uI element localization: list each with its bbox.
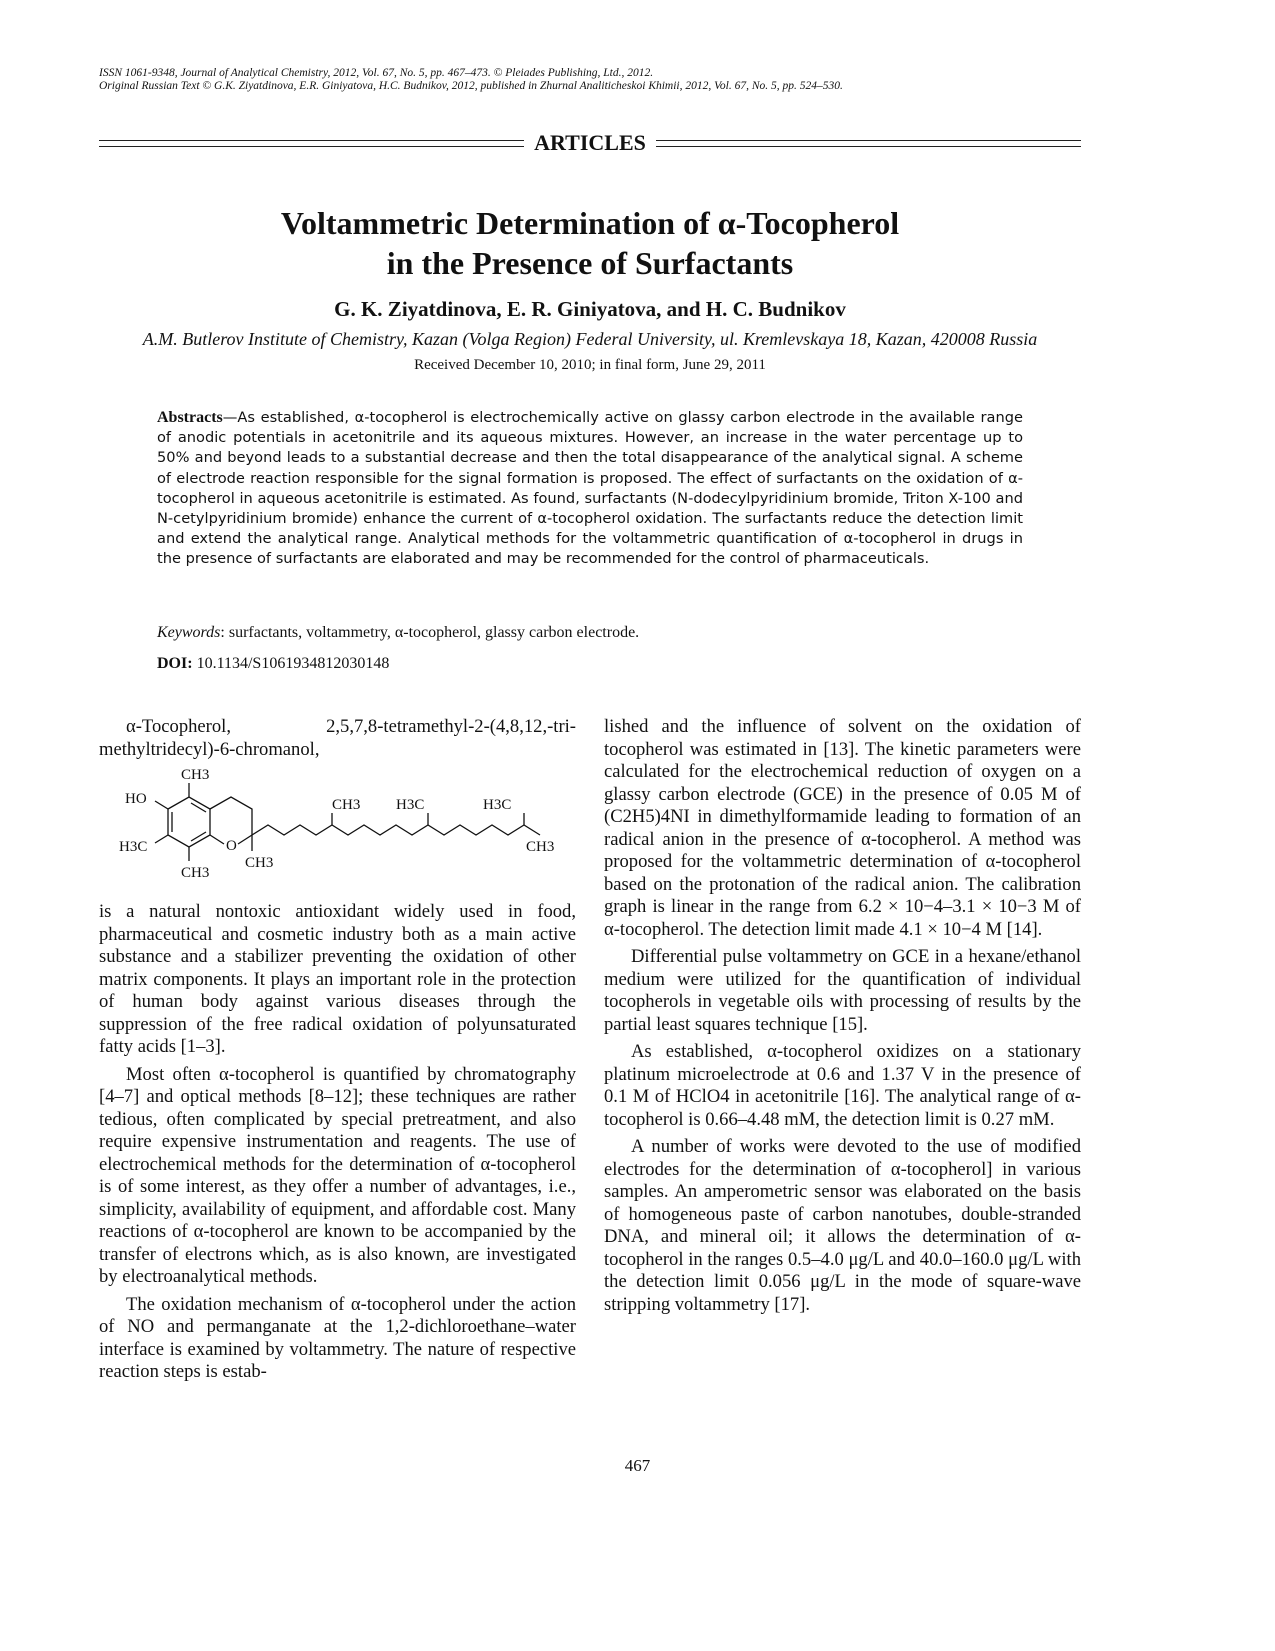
double-rule-right [656,140,1081,147]
abstract-text: —As established, α-tocopherol is electrochemically active on glassy carbon electrode in the available range of anodic potentials in acetonitrile and its aqueous mixtures. However, an increase in the water percentage up to 50% and beyond leads to a substantial decrease and then the total disappearance of the analytical signal. A scheme of electrode reaction responsible for the signal formation is proposed. The effect of surfactants on the oxidation of α-tocopherol in aqueous acetonitrile is estimated. As found, surfactants (N-dodecylpyridinium bromide, Triton X-100 and N-cetylpyridinium bromide) enhance the current of α-tocopherol oxidation. The surfactants reduce the detection limit and extend the analytical range. Analytical methods for the voltammetric quantification of α-tocopherol in drugs in the presence of surfactants are elaborated and may be recommended for the control of pharmaceuticals. [157,409,1023,568]
journal-header [99,67,1099,93]
intro-paragraph-4: The oxidation mechanism of α-tocopherol under the action of NO and permanganate at the 1,2-dichloroethane–water interface is examined by voltammetry. The nature of respective reaction steps is estab- [99,1293,576,1382]
title-line-1: Voltammetric Determination of α-Tocopherol [280,205,900,241]
authors: G. K. Ziyatdinova, E. R. Giniyatova, and H. C. Budnikov [334,297,846,321]
keywords [157,624,1023,642]
affiliation: A.M. Butlerov Institute of Chemistry, Kazan (Volga Region) Federal University, ul. Kremlevskaya 18, Kazan, 420008 Russia [142,329,1038,349]
keywords-label: Keywords [157,624,221,641]
label-ch3-c2: CH3 [245,855,274,871]
label-h3c-chain-3: H3C [483,797,512,813]
right-paragraph-2: Differential pulse voltammetry on GCE in a hexane/ethanol medium were utilized for the quantification of individual tocopherols in vegetable oils with processing of results by the partial least squares technique [15]. [604,946,1081,1035]
article-title [99,203,1081,283]
received-dates: Received December 10, 2010; in final form, June 29, 2011 [414,357,766,373]
section-label: ARTICLES [534,130,646,155]
keywords-text: : surfactants, voltammetry, α-tocopherol, glassy carbon electrode. [220,624,640,641]
right-paragraph-3: As established, α-tocopherol oxidizes on a stationary platinum microelectrode at 0.6 and 1.37 V in the presence of 0.1 M of HClO4 in acetonitrile [16]. The analytical range of α-tocopherol is 0.66–4.48 mM, the detection limit is 0.27 mM. [604,1041,1081,1130]
section-banner [99,128,1081,158]
doi-label: DOI: [157,655,193,672]
doi-value: 10.1134/S1061934812030148 [192,655,390,672]
header-original-text-line: Original Russian Text © G.K. Ziyatdinova, E.R. Giniyatova, H.C. Budnikov, 2012, published in Zhurnal Analiticheskoi Khimii, 2012, Vol. 67, No. 5, pp. 524–530. [99,80,843,92]
tocopherol-structure-diagram [111,767,561,895]
left-column [99,716,576,1384]
abstract [157,408,1023,570]
header-citation-line: ISSN 1061-9348, Journal of Analytical Chemistry, 2012, Vol. 67, No. 5, pp. 467–473. © Pleiades Publishing, Ltd., 2012. [99,67,654,79]
page-number: 467 [624,1456,651,1475]
label-h3c-left: H3C [119,839,148,855]
label-ho: HO [125,791,147,807]
label-h3c-chain-2: H3C [396,797,425,813]
intro-paragraph-3: Most often α-tocopherol is quantified by chromatography [4–7] and optical methods [8–12]; these techniques are rather tedious, often complicated by special pretreatment, and also require expensive instrumentation and reagents. The use of electrochemical methods for the determination of α-tocopherol is of some interest, as they offer a number of advantages, i.e., simplicity, availability of equipment, and affordable cost. Many reactions of α-tocopherol are known to be accompanied by the transfer of electrons which, as is also known, are investigated by electroanalytical methods. [99,1063,576,1287]
label-ch3-top: CH3 [181,767,210,783]
abstract-label: Abstracts [157,409,223,426]
right-column [604,716,1081,1316]
right-paragraph-1: lished and the influence of solvent on the oxidation of tocopherol was estimated in [13]. The kinetic parameters were calculated for the electrochemical reduction of oxygen on a glassy carbon electrode (GCE) in the presence of 0.05 M of (C2H5)4NI in dimethylformamide leading to formation of an radical anion in the presence of α-tocopherol. A method was proposed for the voltammetric determination of α-tocopherol based on the protonation of the radical anion. The calibration graph is linear in the range from 6.2 × 10−4–3.1 × 10−3 M of α-tocopherol. The detection limit made 4.1 × 10−4 M [14]. [604,716,1081,940]
title-line-2: in the Presence of Surfactants [386,245,794,281]
intro-paragraph-1: α-Tocopherol, 2,5,7,8-tetramethyl-2-(4,8,12,-tri-methyltridecyl)-6-chromanol, [99,716,576,760]
right-paragraph-4: A number of works were devoted to the use of modified electrodes for the determination of α-tocopherol] in various samples. An amperometric sensor was elaborated on the basis of homogeneous paste of carbon nanotubes, double-stranded DNA, and mineral oil; it allows the determination of α-tocopherol in the ranges 0.5–4.0 μg/L and 40.0–160.0 μg/L with the detection limit 0.056 μg/L in the mode of square-wave stripping voltammetry [17]. [604,1136,1081,1315]
label-ch3-end: CH3 [526,839,555,855]
doi [157,655,1023,673]
double-rule-left [99,140,524,147]
intro-paragraph-2: is a natural nontoxic antioxidant widely used in food, pharmaceutical and cosmetic industry both as a main active substance and a stabilizer preventing the oxidation of other matrix components. It plays an important role in the protection of human body against various diseases through the suppression of the free radical oxidation of polyunsaturated fatty acids [1–3]. [99,901,576,1057]
label-ring-oxygen: O [226,838,237,854]
label-ch3-chain-1: CH3 [332,797,361,813]
label-ch3-bottom: CH3 [181,865,210,881]
